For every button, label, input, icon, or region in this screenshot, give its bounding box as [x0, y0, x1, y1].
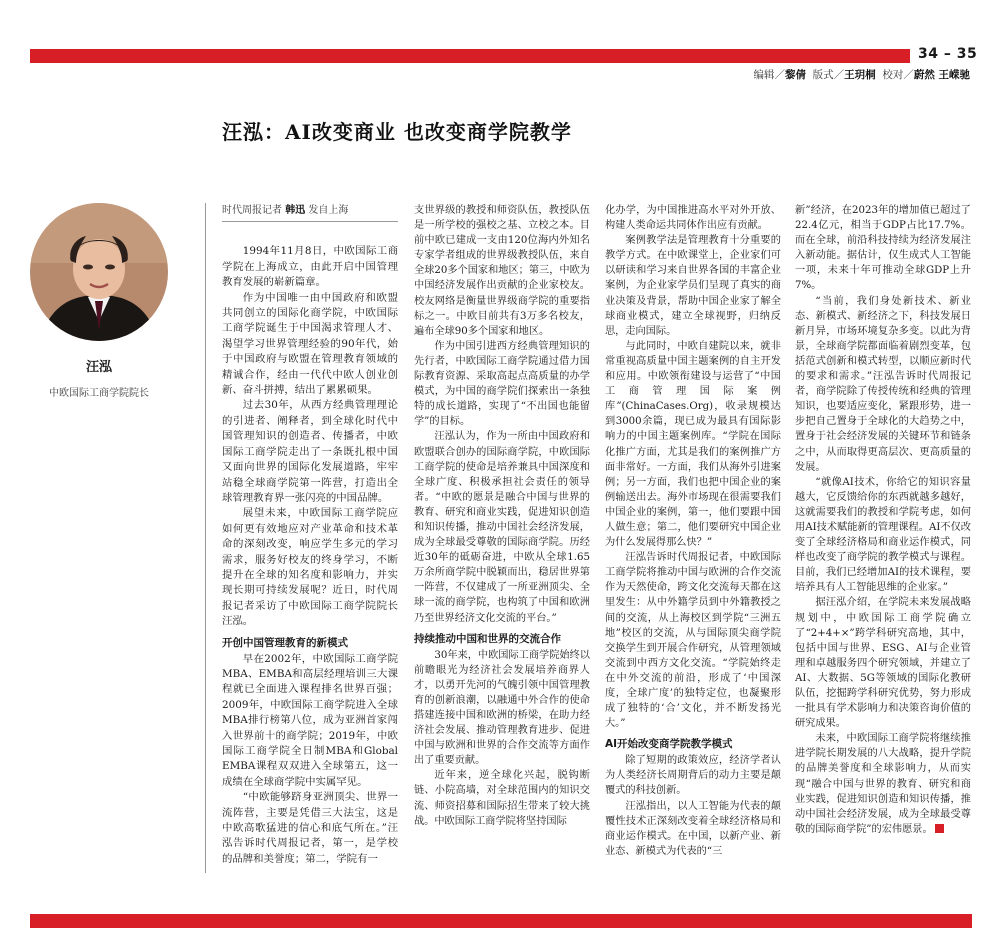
paragraph: “中欧能够跻身亚洲顶尖、世界一流阵营，主要是凭借三大法宝，这是中欧高歌猛进的信心和底气所在。”汪泓告诉时代周报记者，第一，是学校的品牌和美誉度；第二，学院有一: [222, 791, 398, 865]
paragraph: 汪泓认为，作为一所由中国政府和欧盟联合创办的国际商学院，中欧国际工商学院的使命是培养兼具中国深度和全球广度、积极承担社会责任的领导者。“中欧的愿景是融合中国与世界的教育、研究和商业实践，促进知识创造和知识传播，推动中国社会经济发展，成为全球最受尊敬的国际商学院。历经近30年的砥砺奋进，中欧从全球1.65万余所商学院中脱颖而出，稳居世界第一阵营，不仅建成了一所亚洲顶尖、全球一流的商学院，也构筑了中国和欧洲乃至世界经济文化交流的平台。”: [414, 431, 590, 624]
paragraph: 据汪泓介绍，在学院未来发展战略规划中，中欧国际工商学院确立了“2+4+×”跨学科研究高地，其中，包括中国与世界、ESG、AI与企业管理和卓越服务四个研究领域，并建立了AI、大数据、5G等领域的国际化教研队伍，挖掘跨学科研究优势，努力形成一批具有学术影响力和决策咨询价值的研究成果。: [795, 597, 971, 730]
column-divider: [205, 203, 206, 873]
paragraph: 与此同时，中欧自建院以来，就非常重视高质量中国主题案例的自主开发和应用。中欧领衔建设与运营了“中国工商管理国际案例库”(ChinaCases.Org)，收录规模达到3000余篇，现已成为最具有国际影响力的中国主题案例库。“学院在国际化推广方面，尤其是我们的案例推广方面非常好。一方面，我们从海外引进案例；另一方面，我们也把中国企业的案例输送出去。海外市场现在很需要我们中国企业的案例，第一，他们要跟中国人做生意；第二，他们要研究中国企业为什么发展得那么快？”: [605, 340, 781, 549]
bottom-red-bar: [30, 914, 972, 928]
person-title: 中欧国际工商学院院长: [49, 388, 149, 399]
paragraph: 作为中国唯一由中国政府和欧盟共同创立的国际化商学院，中欧国际工商学院诞生于中国渴求管理人才、渴望学习世界管理经验的90年代，始于中国政府与欧盟在管理教育领域的精诚合作，经由一代代中欧人创业创新、奋斗拼搏，结出了累累硕果。: [222, 291, 398, 397]
page-numbers: 34 – 35: [918, 46, 978, 62]
editor-credits: 编辑／黎倩 版式／王玥桐 校对／蔚然 王嵘驰: [753, 69, 970, 81]
paragraph: 汪泓指出，以人工智能为代表的颠覆性技术正深刻改变着全球经济格局和商业运作模式。在中国，以新产业、新业态、新模式为代表的“三: [605, 800, 781, 857]
paragraph: “就像AI技术，你给它的知识容量越大，它反馈给你的东西就越多越好，这就需要我们的教授和学院考虑，如何用AI技术赋能新的管理课程。AI不仅改变了全球经济格局和商业运作模式，同样也改变了商学院的教学模式与课程。目前，我们已经增加AI的技术课程，要培养具有人工智能思维的企业家。”: [795, 476, 971, 594]
portrait-illustration: [30, 203, 168, 341]
paragraph: 新”经济，在2023年的增加值已超过了22.4亿元，相当于GDP占比17.7%。而在全球，前沿科技持续为经济发展注入新动能。据估计，仅生成式人工智能一项，未来十年可推动全球GDP上升7%。: [795, 205, 971, 292]
article-column-4: [795, 203, 971, 837]
paragraph: 汪泓告诉时代周报记者，中欧国际工商学院将推动中国与欧洲的合作交流作为天然使命，跨文化交流每天都在这里发生：从中外籍学员到中外籍教授之间的交流，从上海校区到学院“三洲五地”校区的交流，从与国际顶尖商学院交换学生到开展合作研究，从管理领域交流到中西方文化交流。“学院始终走在中外交流的前沿，形成了‘中国深度，全球广度’的独特定位，也凝聚形成了独特的‘合’文化，并不断发扬光大。”: [605, 552, 781, 730]
section-heading: 开创中国管理教育的新模式: [222, 636, 348, 649]
paragraph: 早在2002年，中欧国际工商学院MBA、EMBA和高层经理培训三大课程就已全面进入课程排名世界百强；2009年，中欧国际工商学院进入全球MBA排行榜第八位，成为亚洲首家闯入世界前十的商学院；2019年，中欧国际工商学院全日制MBA和Global EMBA课程双双进入全球第五，这一成绩在全球商学院中实属罕见。: [222, 652, 398, 788]
paragraph: 作为中国引进西方经典管理知识的先行者，中欧国际工商学院通过借力国际教育资源、采取高起点高质量的办学模式，为中国的商学院们探索出一条独特的成长道路，实现了“不出国也能留学”的目标。: [414, 340, 590, 428]
paragraph: 30年来，中欧国际工商学院始终以前瞻眼光为经济社会发展培养商界人才，以勇开先河的气魄引领中国管理教育的创新浪潮，以融通中外合作的使命搭建连接中国和欧洲的桥梁，在助力经济社会发展、推动管理教育进步、促进中国与欧洲和世界的合作交流等方面作出了重要贡献。: [414, 649, 590, 767]
section-heading: 持续推动中国和世界的交流合作: [414, 632, 561, 645]
article-column-3: [605, 203, 781, 859]
byline: 时代周报记者 韩迅 发自上海: [222, 203, 398, 222]
article-column-2: [414, 203, 590, 829]
end-mark: [935, 824, 944, 833]
paragraph: 过去30年，从西方经典管理理论的引进者、阐释者，到全球化时代中国管理知识的创造者、传播者，中欧国际工商学院走出了一条既扎根中国又面向世界的国际化发展道路，牢牢站稳全球商学院第一阵营，打造出全球管理教育界一张闪亮的中国品牌。: [222, 399, 398, 504]
portrait-photo: [30, 203, 168, 341]
paragraph: 化办学，为中国推进高水平对外开放、构建人类命运共同体作出应有贡献。: [605, 205, 781, 232]
article-column-1: [222, 203, 398, 867]
person-name: 汪泓: [85, 360, 112, 375]
paragraph: 除了短期的政策效应，经济学者认为人类经济长周期背后的动力主要是颠覆式的科技创新。: [605, 755, 781, 797]
paragraph: 近年来，逆全球化兴起，脱钩断链、小院高墙，对全球范围内的知识交流、师资招募和国际招生带来了较大挑战。中欧国际工商学院将坚持国际: [414, 770, 590, 827]
paragraph: “当前，我们身处新技术、新业态、新模式、新经济之下，科技发展日新月异，市场环境复杂多变。以此为背景，全球商学院都面临着剧烈变革，包括范式创新和模式转型，以顺应新时代的要求和需求。”汪泓告诉时代周报记者，商学院除了传授传统和经典的管理知识，也要适应变化，紧跟形势，进一步把自己置身于全球化的大趋势之中，置身于社会经济发展的关键环节和链条之中，从而取得更高层次、更高质量的发展。: [795, 295, 971, 473]
top-red-bar: [30, 49, 910, 63]
paragraph: 展望未来，中欧国际工商学院应如何更有效地应对产业革命和技术革命的深刻改变，响应学生多元的学习需求，服务好校友的终身学习，不断提升在全球的知名度和影响力，并实现长期可持续发展呢？近日，时代周报记者采访了中欧国际工商学院院长汪泓。: [222, 507, 398, 628]
paragraph: 1994年11月8日，中欧国际工商学院在上海成立，由此开启中国管理教育发展的崭新篇章。: [222, 245, 398, 289]
paragraph: 未来，中欧国际工商学院将继续推进学院长期发展的八大战略，提升学院的品牌美誉度和全球影响力，从而实现“融合中国与世界的教育、研究和商业实践，促进知识创造和知识传播，推动中国社会经济发展，成为全球最受尊敬的国际商学院”的宏伟愿景。: [795, 733, 971, 835]
paragraph: 案例教学法是管理教育十分重要的教学方式。在中欧课堂上，企业家们可以研读和学习来自世界各国的丰富企业案例，为企业家学员们呈现了真实的商业决策及背景，帮助中国企业家了解全球商业模式，建立全球视野，归纳反思，走向国际。: [605, 235, 781, 337]
article-headline: 汪泓：AI改变商业 也改变商学院教学: [222, 120, 572, 144]
paragraph: 支世界级的教授和师资队伍，教授队伍是一所学校的强校之基、立校之本。目前中欧已建成一支由120位海内外知名专家学者组成的世界级教授队伍，来自全球20多个国家和地区；第三，中欧为中国经济发展作出贡献的企业家校友。校友网络是衡量世界级商学院的重要指标之一。中欧目前共有3万多名校友，遍布全球90多个国家和地区。: [414, 205, 590, 337]
section-heading: AI开始改变商学院教学模式: [605, 738, 733, 751]
